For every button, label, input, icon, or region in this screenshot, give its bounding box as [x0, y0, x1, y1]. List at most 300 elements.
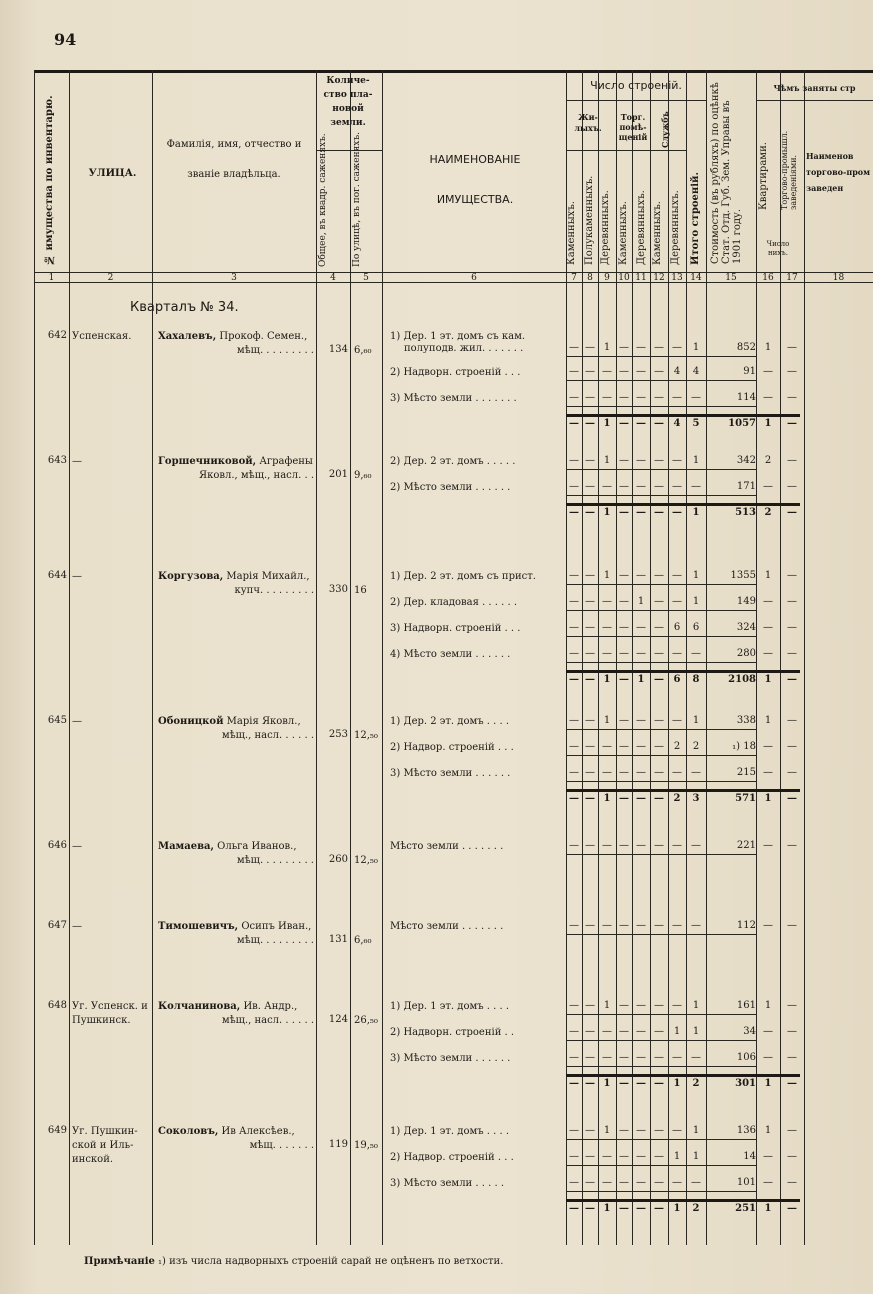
value-cell: 1 — [692, 1125, 700, 1136]
column-number-9: 9 — [604, 273, 610, 283]
subtotal-cell: — — [787, 793, 797, 804]
value-cell: 161 — [736, 1000, 756, 1011]
value-cell: — — [636, 1026, 646, 1037]
subtotal-cell: — — [636, 1078, 646, 1089]
value-cell: — — [763, 1177, 773, 1188]
entry-area: 330 — [328, 584, 348, 595]
entry-owner — [158, 1125, 314, 1153]
value-cell: 101 — [736, 1177, 756, 1188]
entry-street: — — [72, 716, 82, 727]
value-cell: — — [619, 1125, 629, 1136]
header-owner: Фамилія, имя, отчество и званіе владѣльца. — [166, 139, 302, 180]
value-cell: — — [654, 455, 664, 466]
value-cell: — — [569, 455, 579, 466]
column-number-12: 12 — [653, 273, 665, 283]
property-line: Мѣсто земли . . . . . . . — [390, 921, 504, 932]
subtotal-cell: — — [636, 793, 646, 804]
value-cell: — — [636, 366, 646, 377]
value-cell: — — [636, 1125, 646, 1136]
value-cell: — — [585, 767, 595, 778]
value-cell: — — [585, 920, 595, 931]
value-cell: — — [585, 1000, 595, 1011]
value-cell: — — [787, 920, 797, 931]
column-number-2: 2 — [107, 273, 114, 283]
subtotal-cell: 1 — [673, 1078, 681, 1089]
entry-number: 642 — [47, 330, 67, 341]
value-cell: — — [691, 767, 701, 778]
value-cell: — — [654, 366, 664, 377]
header-service: Службъ — [660, 111, 670, 148]
column-rule-18 — [804, 70, 805, 1245]
subtotal-rule — [566, 789, 800, 792]
footnote — [84, 1256, 503, 1267]
value-cell: — — [569, 342, 579, 353]
value-cell: — — [569, 596, 579, 607]
column-number-6: 6 — [471, 273, 477, 283]
value-cell: — — [654, 741, 664, 752]
value-cell: — — [619, 741, 629, 752]
value-cell: — — [602, 1177, 612, 1188]
owner-name: Аграфены — [256, 456, 313, 467]
subtotal-cell: — — [569, 1078, 579, 1089]
entry-owner — [158, 330, 314, 358]
subtotal-cell: — — [654, 418, 664, 429]
entry-owner — [158, 455, 314, 483]
value-cell: — — [654, 920, 664, 931]
subtotal-rule — [566, 670, 800, 673]
value-cell: — — [636, 648, 646, 659]
value-cell: — — [763, 366, 773, 377]
owner-status: мѣщ. . . . . . . . . — [236, 345, 314, 356]
value-cell: — — [619, 1151, 629, 1162]
value-cell: — — [672, 767, 682, 778]
header-buildings: Число строеній. — [590, 79, 682, 92]
subtotal-cell: — — [787, 418, 797, 429]
row-underline — [566, 1014, 756, 1015]
value-cell: — — [787, 1026, 797, 1037]
value-cell: — — [763, 392, 773, 403]
value-cell: — — [672, 715, 682, 726]
value-cell: — — [672, 570, 682, 581]
owner-name: Марія Михайл., — [223, 571, 310, 582]
entry-street: — — [72, 456, 82, 467]
value-cell: 34 — [743, 1026, 756, 1037]
value-cell: — — [787, 1000, 797, 1011]
entry-frontage: 16 — [354, 585, 367, 596]
value-cell: — — [654, 392, 664, 403]
value-cell: 112 — [736, 920, 756, 931]
owner-status: Яковл., мѣщ., насл. . . — [199, 470, 314, 481]
value-cell: — — [636, 920, 646, 931]
subtotal-cell: 2 — [692, 1078, 700, 1089]
value-cell: 1 — [692, 1026, 700, 1037]
property-line: 3) Мѣсто земли . . . . . . — [390, 768, 511, 779]
entry-street: — — [72, 571, 82, 582]
value-cell: — — [619, 920, 629, 931]
row-underline — [566, 636, 756, 637]
header-subrule-4 — [756, 100, 873, 101]
header-c15: Стоимость (въ рубляхъ) по оцѣнкѣ Стат. Отд. Губ. Зем. Управы въ 1901 году. — [710, 82, 743, 264]
entry-owner — [158, 715, 314, 743]
value-cell: — — [569, 570, 579, 581]
column-rule-5 — [350, 70, 351, 1245]
column-rule-3 — [152, 70, 153, 1245]
entry-street: Уг. Пушкин-ской и Иль-инской. — [72, 1126, 138, 1165]
subtotal-cell: — — [787, 507, 797, 518]
subtotal-cell: — — [585, 674, 595, 685]
owner-status: мѣщ., насл. . . . . . — [221, 730, 314, 741]
value-cell: — — [654, 1026, 664, 1037]
row-underline — [566, 495, 756, 496]
subtotal-cell: 1 — [603, 418, 611, 429]
value-cell: — — [763, 1026, 773, 1037]
owner-name: Ив Алексѣев., — [218, 1126, 295, 1137]
value-cell: — — [787, 840, 797, 851]
entry-street: Уг. Успенск. и Пушкинск. — [72, 1001, 148, 1026]
value-cell: — — [672, 840, 682, 851]
row-underline — [566, 1139, 756, 1140]
entry-frontage: 26,₅₀ — [354, 1015, 378, 1026]
value-cell: 1 — [764, 715, 772, 726]
subtotal-cell: 1 — [673, 1203, 681, 1214]
property-line: 2) Надвор. строеній . . . — [390, 1152, 514, 1163]
value-cell: — — [787, 1052, 797, 1063]
value-cell: — — [672, 1125, 682, 1136]
value-cell: — — [654, 596, 664, 607]
value-cell: — — [602, 840, 612, 851]
value-cell: — — [569, 481, 579, 492]
value-cell: — — [654, 1177, 664, 1188]
value-cell: 324 — [736, 622, 756, 633]
property-line: 2) Надворн. строеній . . . — [390, 367, 521, 378]
entry-area: 131 — [328, 934, 348, 945]
subtotal-cell: — — [672, 507, 682, 518]
value-cell: — — [787, 767, 797, 778]
property-line: 1) Дер. 1 эт. домъ . . . . — [390, 1126, 510, 1137]
property-line: 2) Дер. кладовая . . . . . . — [390, 597, 518, 608]
header-trade: Торг. помѣ-щеній — [618, 112, 648, 142]
header-c11: Деревянныхъ. — [636, 190, 647, 265]
owner-status: купч. . . . . . . . . — [234, 585, 314, 596]
value-cell: — — [585, 741, 595, 752]
value-cell: — — [619, 767, 629, 778]
value-cell: — — [672, 920, 682, 931]
owner-surname: Коргузова, — [158, 571, 224, 582]
header-c10: Каменныхъ. — [618, 201, 629, 265]
value-cell: 136 — [736, 1125, 756, 1136]
owner-status: мѣщ. . . . . . . — [249, 1140, 314, 1151]
value-cell: 171 — [736, 481, 756, 492]
subtotal-cell: — — [585, 418, 595, 429]
row-underline — [566, 854, 756, 855]
value-cell: — — [619, 715, 629, 726]
value-cell: — — [787, 741, 797, 752]
subtotal-cell: — — [787, 1078, 797, 1089]
value-cell: — — [763, 920, 773, 931]
subtotal-cell: 6 — [673, 674, 681, 685]
entry-area: 253 — [328, 729, 348, 740]
value-cell: — — [619, 622, 629, 633]
value-cell: — — [619, 1177, 629, 1188]
value-cell: — — [654, 622, 664, 633]
value-cell: — — [569, 1151, 579, 1162]
row-underline — [566, 406, 756, 407]
value-cell: — — [569, 741, 579, 752]
value-cell: — — [636, 392, 646, 403]
entry-number: 645 — [47, 715, 67, 726]
subtotal-cell: — — [569, 1203, 579, 1214]
subtotal-cell: — — [619, 507, 629, 518]
value-cell: — — [619, 342, 629, 353]
column-number-16: 16 — [762, 273, 774, 283]
subtotal-rule — [566, 503, 800, 506]
subtotal-cell: — — [585, 507, 595, 518]
value-cell: 338 — [736, 715, 756, 726]
owner-surname: Тимошевичъ, — [158, 921, 239, 932]
header-subrule-2 — [566, 100, 706, 101]
value-cell: — — [763, 481, 773, 492]
value-cell: — — [636, 840, 646, 851]
value-cell: — — [763, 1151, 773, 1162]
value-cell: — — [691, 392, 701, 403]
value-cell: ₁) 18 — [732, 741, 756, 752]
column-number-3: 3 — [231, 273, 237, 283]
entry-frontage: 19,₅₀ — [354, 1140, 378, 1151]
value-cell: — — [691, 920, 701, 931]
value-cell: — — [569, 648, 579, 659]
subtotal-cell: 251 — [735, 1203, 756, 1214]
value-cell: — — [585, 481, 595, 492]
value-cell: 4 — [692, 366, 700, 377]
value-cell: — — [602, 1026, 612, 1037]
owner-surname: Горшечниковой, — [158, 456, 257, 467]
value-cell: — — [619, 366, 629, 377]
value-cell: — — [619, 596, 629, 607]
value-cell: — — [569, 1026, 579, 1037]
value-cell: — — [636, 741, 646, 752]
value-cell: — — [787, 570, 797, 581]
property-line: 4) Мѣсто земли . . . . . . — [390, 649, 511, 660]
property-line: 2) Надвор. строеній . . . — [390, 742, 514, 753]
value-cell: — — [654, 840, 664, 851]
value-cell: — — [569, 840, 579, 851]
subtotal-cell: — — [585, 1078, 595, 1089]
owner-surname: Мамаева, — [158, 841, 214, 852]
column-number-18: 18 — [832, 273, 845, 283]
value-cell: 2 — [673, 741, 681, 752]
owner-surname: Соколовъ, — [158, 1126, 219, 1137]
value-cell: — — [672, 392, 682, 403]
value-cell: 1 — [764, 342, 772, 353]
property-line: 3) Мѣсто земли . . . . . . . — [390, 393, 517, 404]
owner-name: Осипъ Иван., — [238, 921, 312, 932]
value-cell: 1 — [692, 455, 700, 466]
value-cell: — — [672, 1177, 682, 1188]
property-line: 3) Мѣсто земли . . . . . — [390, 1178, 504, 1189]
value-cell: — — [619, 481, 629, 492]
footnote-label: Примѣчаніе — [84, 1256, 155, 1267]
column-number-4: 4 — [330, 273, 336, 283]
value-cell: 215 — [736, 767, 756, 778]
value-cell: — — [763, 622, 773, 633]
entry-number: 644 — [47, 570, 67, 581]
owner-surname: Обоницкой — [158, 716, 224, 727]
header-c12: Каменныхъ. — [652, 201, 663, 265]
value-cell: — — [672, 481, 682, 492]
value-cell: — — [763, 767, 773, 778]
subtotal-cell: — — [585, 793, 595, 804]
value-cell: 114 — [736, 392, 756, 403]
column-number-17: 17 — [786, 273, 798, 283]
value-cell: — — [602, 596, 612, 607]
column-number-7: 7 — [571, 273, 577, 283]
value-cell: 1 — [692, 715, 700, 726]
property-line: 2) Дер. 2 эт. домъ . . . . . — [390, 456, 516, 467]
header-c18: Наименов торгово-пром заведен — [806, 151, 871, 193]
value-cell: — — [787, 342, 797, 353]
subtotal-cell: 1 — [603, 507, 611, 518]
value-cell: — — [654, 1052, 664, 1063]
subtotal-cell: 1 — [764, 674, 772, 685]
value-cell: — — [569, 767, 579, 778]
row-underline — [566, 1165, 756, 1166]
entry-street: — — [72, 841, 82, 852]
value-cell: — — [619, 1052, 629, 1063]
header-c7: Каменныхъ. — [566, 201, 577, 265]
column-number-13: 13 — [671, 273, 683, 283]
value-cell: — — [619, 1000, 629, 1011]
entry-street: Успенская. — [72, 331, 132, 342]
value-cell: — — [602, 481, 612, 492]
row-underline — [566, 584, 756, 585]
value-cell: — — [636, 481, 646, 492]
value-cell: — — [569, 1052, 579, 1063]
value-cell: 91 — [743, 366, 756, 377]
entry-owner — [158, 570, 314, 598]
value-cell: — — [569, 1000, 579, 1011]
value-cell: 1 — [637, 596, 645, 607]
value-cell: — — [763, 648, 773, 659]
property-line: Мѣсто земли . . . . . . . — [390, 841, 504, 852]
row-underline — [566, 1040, 756, 1041]
subtotal-cell: 3 — [692, 793, 700, 804]
row-underline — [566, 934, 756, 935]
subtotal-cell: 4 — [673, 418, 681, 429]
column-rule-4 — [316, 70, 317, 1245]
entry-frontage: 12,₅₀ — [354, 730, 378, 741]
header-c13: Деревянныхъ. — [670, 190, 681, 265]
subtotal-cell: — — [569, 674, 579, 685]
value-cell: — — [691, 481, 701, 492]
owner-name: Марія Яковл., — [223, 716, 301, 727]
subtotal-cell: 1 — [764, 1078, 772, 1089]
value-cell: — — [787, 1125, 797, 1136]
value-cell: 221 — [736, 840, 756, 851]
value-cell: 4 — [673, 366, 681, 377]
value-cell: — — [569, 920, 579, 931]
value-cell: 2 — [692, 741, 700, 752]
value-cell: 149 — [736, 596, 756, 607]
value-cell: — — [787, 392, 797, 403]
value-cell: — — [585, 715, 595, 726]
entry-frontage: 9,₆₀ — [354, 470, 372, 481]
value-cell: 1 — [603, 1000, 611, 1011]
entry-owner — [158, 920, 314, 948]
value-cell: — — [636, 767, 646, 778]
value-cell: — — [636, 715, 646, 726]
subtotal-cell: 1 — [603, 1078, 611, 1089]
subtotal-cell: — — [619, 1078, 629, 1089]
subtotal-cell: — — [636, 418, 646, 429]
header-c16: Квартирами. — [758, 142, 769, 210]
value-cell: 1 — [673, 1026, 681, 1037]
value-cell: — — [787, 622, 797, 633]
subtotal-cell: — — [654, 1203, 664, 1214]
value-cell: — — [654, 1000, 664, 1011]
value-cell: — — [636, 622, 646, 633]
subtotal-cell: — — [619, 418, 629, 429]
value-cell: — — [787, 1177, 797, 1188]
value-cell: — — [585, 622, 595, 633]
column-number-5: 5 — [363, 273, 369, 283]
value-cell: — — [763, 741, 773, 752]
value-cell: — — [787, 715, 797, 726]
subtotal-cell: — — [569, 418, 579, 429]
value-cell: — — [602, 741, 612, 752]
property-line: 1) Дер. 2 эт. домъ съ прист. — [390, 571, 536, 582]
subtotal-cell: — — [787, 1203, 797, 1214]
entry-number: 643 — [47, 455, 67, 466]
column-number-15: 15 — [725, 273, 737, 283]
value-cell: — — [654, 570, 664, 581]
value-cell: — — [636, 1000, 646, 1011]
value-cell: — — [569, 1125, 579, 1136]
value-cell: — — [787, 596, 797, 607]
header-living: Жи-лыхъ. — [574, 112, 602, 133]
entry-owner — [158, 840, 314, 868]
header-c14: Итого строеній. — [690, 172, 701, 265]
column-rule-2 — [69, 70, 70, 1245]
owner-status: мѣщ. . . . . . . . . — [236, 855, 314, 866]
row-underline — [566, 755, 756, 756]
subtotal-cell: — — [654, 793, 664, 804]
value-cell: — — [619, 570, 629, 581]
row-underline — [566, 729, 756, 730]
value-cell: — — [585, 342, 595, 353]
quarter-title: Кварталъ № 34. — [130, 300, 239, 315]
entry-frontage: 6,₆₀ — [354, 935, 372, 946]
top-rule — [34, 70, 873, 73]
value-cell: 1 — [603, 342, 611, 353]
subtotal-cell: 1 — [692, 507, 700, 518]
row-underline — [566, 1066, 756, 1067]
subtotal-cell: — — [636, 1203, 646, 1214]
value-cell: — — [691, 1052, 701, 1063]
subtotal-cell: 2 — [692, 1203, 700, 1214]
value-cell: — — [763, 840, 773, 851]
value-cell: — — [602, 622, 612, 633]
subtotal-cell: 301 — [735, 1078, 756, 1089]
row-underline — [566, 469, 756, 470]
value-cell: — — [569, 392, 579, 403]
value-cell: 6 — [692, 622, 700, 633]
entry-number: 646 — [47, 840, 67, 851]
value-cell: — — [654, 767, 664, 778]
column-number-8: 8 — [587, 273, 593, 283]
column-number-14: 14 — [690, 273, 702, 283]
property-line: 1) Дер. 2 эт. домъ . . . . — [390, 716, 510, 727]
header-c8: Полукаменныхъ. — [584, 175, 595, 265]
